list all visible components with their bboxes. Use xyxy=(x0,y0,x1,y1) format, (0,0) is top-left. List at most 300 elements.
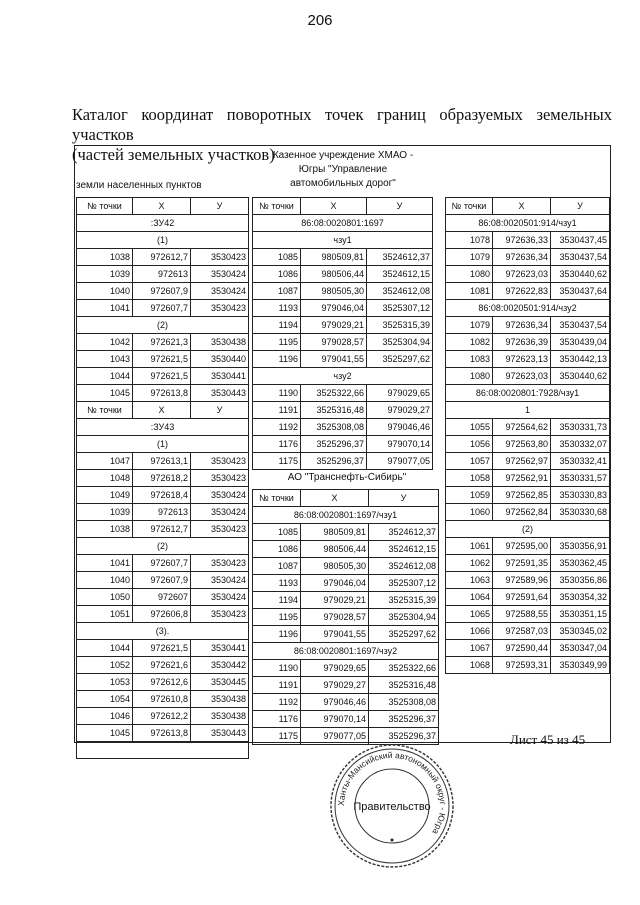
table-row xyxy=(77,470,249,487)
y-coordinate-cell: 3524612,15 xyxy=(369,541,439,558)
x-coordinate-cell: 972607 xyxy=(133,589,191,606)
y-coordinate-cell: 3530424 xyxy=(191,487,249,504)
table-row xyxy=(446,249,610,266)
x-coordinate-cell: 972593,31 xyxy=(493,657,551,674)
header-row xyxy=(446,198,610,215)
table-row xyxy=(446,657,610,674)
y-coordinate-cell: 3525297,62 xyxy=(367,351,433,368)
y-coordinate-cell: 3530438 xyxy=(191,691,249,708)
x-coordinate-cell: 972587,03 xyxy=(493,623,551,640)
x-coordinate-cell: 972622,83 xyxy=(493,283,551,300)
point-number-cell: 1038 xyxy=(77,249,133,266)
section-row xyxy=(77,215,249,232)
x-coordinate-cell: 979077,05 xyxy=(301,728,369,745)
point-number-cell: 1038 xyxy=(77,521,133,538)
y-coordinate-cell: 3524612,08 xyxy=(367,283,433,300)
section-row xyxy=(446,300,610,317)
table-row xyxy=(77,300,249,317)
table-row xyxy=(253,711,439,728)
section-row xyxy=(446,521,610,538)
organization-title-top xyxy=(253,149,433,191)
y-coordinate-cell: 3530362,45 xyxy=(551,555,610,572)
point-number-cell: 1080 xyxy=(446,368,493,385)
point-number-cell: 1045 xyxy=(77,725,133,742)
table-row xyxy=(253,694,439,711)
y-coordinate-cell: 3530423 xyxy=(191,470,249,487)
y-coordinate-cell: 3530438 xyxy=(191,708,249,725)
point-number-cell: 1060 xyxy=(446,504,493,521)
point-number-cell: 1190 xyxy=(253,660,301,677)
x-coordinate-cell: 972636,34 xyxy=(493,249,551,266)
section-row xyxy=(253,368,433,385)
x-coordinate-cell: 979070,14 xyxy=(301,711,369,728)
point-number-cell: 1078 xyxy=(446,232,493,249)
x-coordinate-cell: 979028,57 xyxy=(301,334,367,351)
point-number-cell: 1066 xyxy=(446,623,493,640)
point-number-cell: 1041 xyxy=(77,300,133,317)
y-coordinate-cell: 3530331,57 xyxy=(551,470,610,487)
table-row xyxy=(446,368,610,385)
y-coordinate-cell: 3530437,64 xyxy=(551,283,610,300)
point-number-cell: 1176 xyxy=(253,711,301,728)
point-number-cell: 1068 xyxy=(446,657,493,674)
section-label: (2) xyxy=(77,317,249,334)
x-header: X xyxy=(301,198,367,215)
point-number-cell: 1061 xyxy=(446,538,493,555)
point-number-cell: 1192 xyxy=(253,694,301,711)
x-coordinate-cell: 972562,97 xyxy=(493,453,551,470)
y-header: У xyxy=(367,198,433,215)
y-coordinate-cell: 3525322,66 xyxy=(369,660,439,677)
point-number-cell: 1082 xyxy=(446,334,493,351)
section-label: (1) xyxy=(77,232,249,249)
point-number-cell: 1067 xyxy=(446,640,493,657)
x-coordinate-cell: 979041,55 xyxy=(301,626,369,643)
point-number-cell: 1087 xyxy=(253,283,301,300)
x-coordinate-cell: 3525322,66 xyxy=(301,385,367,402)
section-label: чзу1 xyxy=(253,232,433,249)
y-coordinate-cell: 3530331,73 xyxy=(551,419,610,436)
point-number-cell: 1043 xyxy=(77,351,133,368)
table-row xyxy=(446,538,610,555)
table-row xyxy=(446,419,610,436)
point-number-cell: 1079 xyxy=(446,249,493,266)
table-row xyxy=(253,419,433,436)
x-coordinate-cell: 972621,3 xyxy=(133,334,191,351)
section-label: (1) xyxy=(77,436,249,453)
x-coordinate-cell: 979041,55 xyxy=(301,351,367,368)
seal-center-text: Правительство xyxy=(353,801,431,813)
section-label: (2) xyxy=(446,521,610,538)
header-row xyxy=(253,490,439,507)
x-coordinate-cell: 972562,85 xyxy=(493,487,551,504)
x-coordinate-cell: 972607,9 xyxy=(133,283,191,300)
y-coordinate-cell: 3530330,68 xyxy=(551,504,610,521)
x-coordinate-cell: 972612,2 xyxy=(133,708,191,725)
y-header: У xyxy=(191,198,249,215)
point-number-cell: 1193 xyxy=(253,575,301,592)
section-label: 86:08:0020801:1697/чзу2 xyxy=(253,643,439,660)
x-coordinate-cell: 972623,13 xyxy=(493,351,551,368)
table-row xyxy=(77,691,249,708)
x-coordinate-cell: 972623,03 xyxy=(493,266,551,283)
point-number-cell: 1190 xyxy=(253,385,301,402)
organization-title-line: автомобильных дорог" xyxy=(290,178,396,189)
table-row xyxy=(77,657,249,674)
y-coordinate-cell: 3530441 xyxy=(191,640,249,657)
point-number-cell: 1194 xyxy=(253,317,301,334)
page-number: 206 xyxy=(307,12,333,29)
x-coordinate-cell: 972562,91 xyxy=(493,470,551,487)
y-coordinate-cell: 3524612,15 xyxy=(367,266,433,283)
y-coordinate-cell: 3530423 xyxy=(191,521,249,538)
table-row xyxy=(253,677,439,694)
table-row xyxy=(253,660,439,677)
table-row xyxy=(446,436,610,453)
x-coordinate-cell: 972618,2 xyxy=(133,470,191,487)
y-coordinate-cell: 3530356,91 xyxy=(551,538,610,555)
table-row xyxy=(253,300,433,317)
y-coordinate-cell: 3524612,37 xyxy=(369,524,439,541)
x-coordinate-cell: 3525296,37 xyxy=(301,436,367,453)
table-row xyxy=(77,385,249,402)
section-row xyxy=(446,215,610,232)
heading-line-2: (частей земельных участков) xyxy=(72,145,275,164)
x-coordinate-cell: 972613,8 xyxy=(133,385,191,402)
point-number-cell: 1079 xyxy=(446,317,493,334)
y-coordinate-cell: 3525315,39 xyxy=(367,317,433,334)
table-row xyxy=(446,232,610,249)
table-row xyxy=(253,575,439,592)
table-row xyxy=(77,572,249,589)
coordinates-table-middle-bottom xyxy=(252,489,439,745)
header-row xyxy=(77,402,249,419)
point-number-cell: 1059 xyxy=(446,487,493,504)
y-coordinate-cell: 979046,46 xyxy=(367,419,433,436)
x-header: X xyxy=(133,402,191,419)
y-coordinate-cell: 979029,27 xyxy=(367,402,433,419)
point-number-cell: 1040 xyxy=(77,283,133,300)
section-row xyxy=(77,623,249,640)
y-coordinate-cell: 3530437,54 xyxy=(551,317,610,334)
y-coordinate-cell: 3525304,94 xyxy=(367,334,433,351)
point-number-cell: 1194 xyxy=(253,592,301,609)
seal-ring-text: Ханты-Мансийский автономный округ - Югра xyxy=(335,749,449,837)
y-coordinate-cell: 3530442,13 xyxy=(551,351,610,368)
point-number-cell: 1054 xyxy=(77,691,133,708)
y-coordinate-cell: 3525308,08 xyxy=(369,694,439,711)
point-number-cell: 1087 xyxy=(253,558,301,575)
header-row xyxy=(77,198,249,215)
point-number-cell: 1086 xyxy=(253,266,301,283)
point-number-cell: 1063 xyxy=(446,572,493,589)
table-row xyxy=(77,589,249,606)
table-row xyxy=(446,334,610,351)
x-coordinate-cell: 972623,03 xyxy=(493,368,551,385)
table-row xyxy=(253,592,439,609)
table-row xyxy=(253,558,439,575)
table-row xyxy=(77,555,249,572)
y-coordinate-cell: 3530354,32 xyxy=(551,589,610,606)
point-number-cell: 1044 xyxy=(77,640,133,657)
y-coordinate-cell: 3530332,41 xyxy=(551,453,610,470)
table-row xyxy=(77,725,249,742)
y-coordinate-cell: 3525315,39 xyxy=(369,592,439,609)
point-number-cell: 1191 xyxy=(253,402,301,419)
section-label: (3). xyxy=(77,623,249,640)
x-coordinate-cell: 972621,5 xyxy=(133,640,191,657)
x-coordinate-cell: 979028,57 xyxy=(301,609,369,626)
section-row xyxy=(253,507,439,524)
x-coordinate-cell: 979046,46 xyxy=(301,694,369,711)
seal-dot xyxy=(391,839,394,842)
organization-title-bottom: АО "Транснефть-Сибирь" xyxy=(287,472,407,483)
table-row xyxy=(446,555,610,572)
section-label: 86:08:0020501:914/чзу2 xyxy=(446,300,610,317)
table-row xyxy=(446,283,610,300)
table-row xyxy=(253,334,433,351)
point-number-cell: 1051 xyxy=(77,606,133,623)
x-coordinate-cell: 980505,30 xyxy=(301,283,367,300)
table-row xyxy=(446,606,610,623)
y-coordinate-cell: 3525307,12 xyxy=(367,300,433,317)
table-row xyxy=(446,504,610,521)
y-header: У xyxy=(369,490,439,507)
x-coordinate-cell: 979029,21 xyxy=(301,317,367,334)
y-coordinate-cell: 3530439,04 xyxy=(551,334,610,351)
y-coordinate-cell: 3530437,54 xyxy=(551,249,610,266)
x-header: X xyxy=(301,490,369,507)
x-coordinate-cell: 3525316,48 xyxy=(301,402,367,419)
point-number-cell: 1048 xyxy=(77,470,133,487)
x-coordinate-cell: 979029,21 xyxy=(301,592,369,609)
y-coordinate-cell: 979070,14 xyxy=(367,436,433,453)
table-row xyxy=(253,283,433,300)
point-number-cell: 1052 xyxy=(77,657,133,674)
section-label: чзу2 xyxy=(253,368,433,385)
x-coordinate-cell: 972562,84 xyxy=(493,504,551,521)
point-number-cell: 1039 xyxy=(77,266,133,283)
table-row xyxy=(446,351,610,368)
x-coordinate-cell: 980505,30 xyxy=(301,558,369,575)
x-coordinate-cell: 972612,6 xyxy=(133,674,191,691)
point-number-cell: 1175 xyxy=(253,728,301,745)
x-coordinate-cell: 972621,5 xyxy=(133,368,191,385)
section-row xyxy=(77,419,249,436)
point-number-cell: 1050 xyxy=(77,589,133,606)
header-row xyxy=(253,198,433,215)
y-coordinate-cell: 3530441 xyxy=(191,368,249,385)
coordinates-table-middle-top xyxy=(252,197,433,470)
point-number-cell: 1193 xyxy=(253,300,301,317)
x-coordinate-cell: 980509,81 xyxy=(301,249,367,266)
x-coordinate-cell: 972621,6 xyxy=(133,657,191,674)
section-label: 86:08:0020801:7928/чзу1 xyxy=(446,385,610,402)
x-coordinate-cell: 972607,7 xyxy=(133,300,191,317)
y-coordinate-cell: 3530332,07 xyxy=(551,436,610,453)
point-number-cell: 1058 xyxy=(446,470,493,487)
table-row xyxy=(77,521,249,538)
empty-cell xyxy=(77,742,249,759)
point-number-cell: 1192 xyxy=(253,419,301,436)
section-label: :ЗУ43 xyxy=(77,419,249,436)
point-header: № точки xyxy=(253,490,301,507)
point-number-cell: 1056 xyxy=(446,436,493,453)
y-coordinate-cell: 3530438 xyxy=(191,334,249,351)
sheet-counter: Лист 45 из 45 xyxy=(510,732,586,747)
point-number-cell: 1085 xyxy=(253,524,301,541)
section-label: :ЗУ42 xyxy=(77,215,249,232)
point-number-cell: 1195 xyxy=(253,609,301,626)
point-number-cell: 1064 xyxy=(446,589,493,606)
point-number-cell: 1062 xyxy=(446,555,493,572)
table-row xyxy=(446,266,610,283)
table-row xyxy=(253,385,433,402)
table-row xyxy=(446,572,610,589)
x-coordinate-cell: 972618,4 xyxy=(133,487,191,504)
y-coordinate-cell: 3530347,04 xyxy=(551,640,610,657)
table-row xyxy=(77,334,249,351)
table-row xyxy=(253,453,433,470)
table-row xyxy=(77,606,249,623)
section-row xyxy=(77,436,249,453)
x-coordinate-cell: 972588,55 xyxy=(493,606,551,623)
y-coordinate-cell: 3530424 xyxy=(191,504,249,521)
y-header: У xyxy=(551,198,610,215)
y-coordinate-cell: 3530437,45 xyxy=(551,232,610,249)
point-number-cell: 1083 xyxy=(446,351,493,368)
x-coordinate-cell: 972621,5 xyxy=(133,351,191,368)
y-coordinate-cell: 3530423 xyxy=(191,249,249,266)
y-coordinate-cell: 3530440,62 xyxy=(551,266,610,283)
land-category-label: земли населенных пунктов xyxy=(76,180,202,191)
x-coordinate-cell: 972606,8 xyxy=(133,606,191,623)
y-coordinate-cell: 3530356,86 xyxy=(551,572,610,589)
point-number-cell: 1057 xyxy=(446,453,493,470)
heading-line-1: Каталог координат поворотных точек границ образуемых земельных участков xyxy=(72,105,612,144)
x-coordinate-cell: 980506,44 xyxy=(301,541,369,558)
y-coordinate-cell: 979077,05 xyxy=(367,453,433,470)
table-row xyxy=(253,541,439,558)
y-coordinate-cell: 3524612,08 xyxy=(369,558,439,575)
x-coordinate-cell: 972613 xyxy=(133,504,191,521)
table-row xyxy=(253,266,433,283)
x-coordinate-cell: 972564,62 xyxy=(493,419,551,436)
x-coordinate-cell: 972590,44 xyxy=(493,640,551,657)
x-coordinate-cell: 972612,7 xyxy=(133,249,191,266)
x-coordinate-cell: 3525296,37 xyxy=(301,453,367,470)
table-row xyxy=(253,317,433,334)
point-number-cell: 1041 xyxy=(77,555,133,572)
y-coordinate-cell: 3530423 xyxy=(191,606,249,623)
section-row xyxy=(446,385,610,402)
section-label: 86:08:0020801:1697 xyxy=(253,215,433,232)
x-coordinate-cell: 972613 xyxy=(133,266,191,283)
point-number-cell: 1191 xyxy=(253,677,301,694)
y-coordinate-cell: 3525296,37 xyxy=(369,711,439,728)
y-coordinate-cell: 3530424 xyxy=(191,266,249,283)
point-header: № точки xyxy=(77,198,133,215)
table-row xyxy=(77,453,249,470)
x-header: X xyxy=(493,198,551,215)
table-row xyxy=(77,368,249,385)
point-number-cell: 1195 xyxy=(253,334,301,351)
point-number-cell: 1040 xyxy=(77,572,133,589)
table-row xyxy=(77,640,249,657)
x-coordinate-cell: 972563,80 xyxy=(493,436,551,453)
x-coordinate-cell: 972613,8 xyxy=(133,725,191,742)
table-row xyxy=(253,402,433,419)
y-coordinate-cell: 3530424 xyxy=(191,283,249,300)
table-row xyxy=(77,351,249,368)
x-header: X xyxy=(133,198,191,215)
y-coordinate-cell: 3530423 xyxy=(191,453,249,470)
table-row xyxy=(77,504,249,521)
section-label: (2) xyxy=(77,538,249,555)
table-row xyxy=(446,640,610,657)
y-coordinate-cell: 3525297,62 xyxy=(369,626,439,643)
x-coordinate-cell: 972589,96 xyxy=(493,572,551,589)
table-row xyxy=(77,708,249,725)
organization-title-line: Югры "Управление xyxy=(298,164,388,175)
y-coordinate-cell: 3530443 xyxy=(191,385,249,402)
x-coordinate-cell: 972636,34 xyxy=(493,317,551,334)
x-coordinate-cell: 979046,04 xyxy=(301,300,367,317)
point-header: № точки xyxy=(446,198,493,215)
government-seal xyxy=(328,742,456,870)
point-number-cell: 1039 xyxy=(77,504,133,521)
point-number-cell: 1046 xyxy=(77,708,133,725)
y-coordinate-cell: 3530423 xyxy=(191,555,249,572)
coordinates-table-right xyxy=(445,197,610,674)
section-row xyxy=(77,317,249,334)
table-row xyxy=(253,436,433,453)
y-coordinate-cell: 3525307,12 xyxy=(369,575,439,592)
x-coordinate-cell: 972610,8 xyxy=(133,691,191,708)
x-coordinate-cell: 979029,65 xyxy=(301,660,369,677)
point-number-cell: 1085 xyxy=(253,249,301,266)
y-coordinate-cell: 3530345,02 xyxy=(551,623,610,640)
table-row xyxy=(446,589,610,606)
y-coordinate-cell: 3530440 xyxy=(191,351,249,368)
y-coordinate-cell: 3525296,37 xyxy=(369,728,439,745)
x-coordinate-cell: 972607,7 xyxy=(133,555,191,572)
x-coordinate-cell: 3525308,08 xyxy=(301,419,367,436)
y-header: У xyxy=(191,402,249,419)
table-row xyxy=(77,674,249,691)
table-row xyxy=(446,317,610,334)
y-coordinate-cell: 979029,65 xyxy=(367,385,433,402)
y-coordinate-cell: 3530349,99 xyxy=(551,657,610,674)
organization-title-line: Казенное учреждение ХМАО - xyxy=(272,150,414,161)
point-number-cell: 1175 xyxy=(253,453,301,470)
section-row xyxy=(446,402,610,419)
point-number-cell: 1045 xyxy=(77,385,133,402)
table-row xyxy=(446,623,610,640)
x-coordinate-cell: 972591,35 xyxy=(493,555,551,572)
point-header: № точки xyxy=(77,402,133,419)
table-row xyxy=(77,266,249,283)
table-row xyxy=(77,249,249,266)
point-number-cell: 1086 xyxy=(253,541,301,558)
section-row xyxy=(77,232,249,249)
section-row xyxy=(253,643,439,660)
table-row xyxy=(446,487,610,504)
x-coordinate-cell: 972607,9 xyxy=(133,572,191,589)
table-row xyxy=(253,249,433,266)
table-row xyxy=(446,453,610,470)
point-number-cell: 1176 xyxy=(253,436,301,453)
